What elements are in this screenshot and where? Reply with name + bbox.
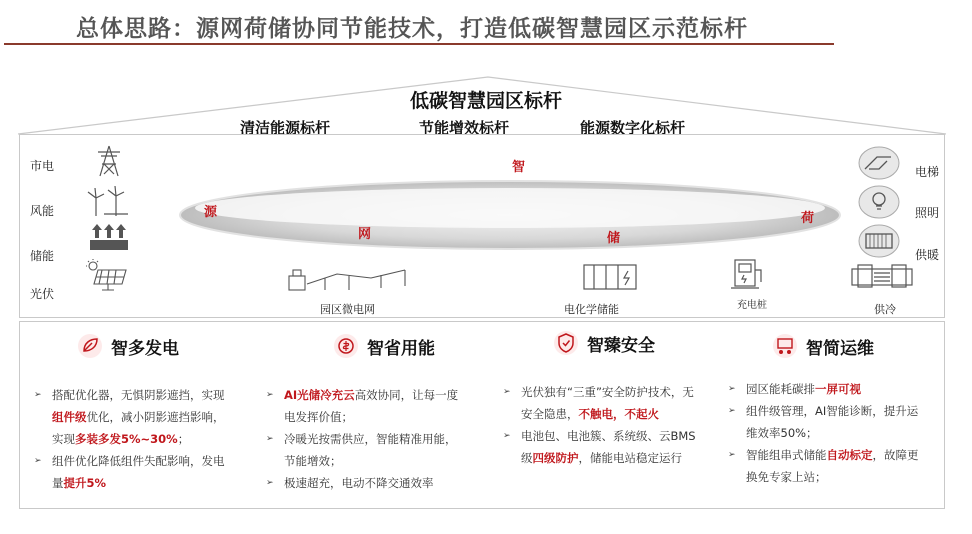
bullet-item [503,425,699,469]
infra-label-storage: 电化学储能 [564,303,619,316]
bullet-item [266,384,462,428]
body-text: ，储能电站稳定运行 [578,451,682,465]
bullet-text [521,425,699,469]
source-label-grid: 市电 [30,159,55,173]
highlight-text: 不触电，不起火 [578,407,659,421]
body-text: 搭配优化器，无惧阴影遮挡，实现 [52,388,225,402]
column-title-generation: 智多发电 [111,338,179,359]
bullet-text [746,444,924,488]
highlight-text: 四级防护 [532,451,579,465]
bullet-arrow-icon: ➢ [728,384,736,394]
power-tower-icon [86,144,132,178]
pillar-digital: 能源数字化标杆 [580,119,686,137]
bullet-text [284,428,462,472]
title-underline [4,43,834,45]
body-text: 智能组串式储能 [746,448,827,462]
cooling-unit-icon [850,263,914,289]
bullet-arrow-icon: ➢ [266,434,274,444]
energy-ring-disc [170,170,850,260]
bullet-item [34,384,230,450]
ring-label-yuan: 源 [204,205,218,220]
bullet-arrow-icon: ➢ [503,431,511,441]
wind-turbine-icon [84,184,130,218]
highlight-text: 组件级 [52,410,87,424]
leaf-power-icon [77,333,103,359]
column-body-generation [34,384,230,494]
column-head-generation [77,333,179,359]
load-label-lighting: 照明 [915,206,940,220]
body-text: ； [177,432,190,446]
bullet-text [284,472,434,494]
bullet-text [52,384,230,450]
column-body-safety [503,381,699,469]
infra-label-cooling: 供冷 [874,303,896,316]
charging-pile-icon [729,258,769,290]
column-head-operations [772,333,874,359]
highlight-text: 多装多发5%~30% [75,432,178,446]
highlight-text: 一屏可视 [815,382,861,396]
column-title-operations: 智简运维 [806,338,874,359]
infra-label-microgrid: 园区微电网 [320,303,375,316]
column-title-safety: 智臻安全 [587,335,655,356]
bullet-item [34,450,230,494]
bullet-item [266,428,462,472]
money-gear-icon [333,333,359,359]
ring-label-chu: 储 [607,231,621,246]
slide-title: 总体思路：源网荷储协同节能技术，打造低碳智慧园区示范标杆 [76,16,748,42]
light-bulb-icon [857,184,901,220]
bullet-text [284,384,462,428]
infra-label-charger: 充电桩 [737,300,767,311]
load-label-heating: 供暖 [915,248,940,262]
bullet-arrow-icon: ➢ [266,390,274,400]
column-head-energy-use [333,333,435,359]
bullet-text [521,381,699,425]
bullet-arrow-icon: ➢ [34,390,42,400]
shield-icon [553,330,579,356]
body-text: 园区能耗碳排 [746,382,815,396]
bullet-text [52,450,230,494]
body-text: 电池包、电池簇、系统级、云BMS 级 [521,429,696,465]
highlight-text: 提升5% [63,476,107,490]
solar-panel-icon [84,258,130,292]
bullet-arrow-icon: ➢ [728,406,736,416]
bullet-item [728,400,924,444]
highlight-text: AI光储冷充云 [284,388,355,402]
battery-container-icon [582,263,638,291]
body-text: 组件级管理，AI智能诊断，提升运维效率50%； [746,404,919,440]
people-screen-icon [772,333,798,359]
highlight-text: 自动标定 [826,448,873,462]
column-title-energy-use: 智省用能 [367,338,435,359]
column-body-energy-use [266,384,462,494]
pillar-clean-energy: 清洁能源标杆 [240,119,331,137]
main-heading: 低碳智慧园区标杆 [409,90,562,112]
ring-label-he: 荷 [801,211,815,226]
source-label-wind: 风能 [30,204,55,218]
body-text: 组件优化降低组件失配影响，发电量 [52,454,225,490]
bullet-arrow-icon: ➢ [34,456,42,466]
bullet-item [266,472,462,494]
elevator-icon [857,145,901,181]
source-label-storage: 储能 [30,249,55,263]
body-text: 极速超充，电动不降交通效率 [284,476,434,490]
bullet-arrow-icon: ➢ [728,450,736,460]
bullet-item [503,381,699,425]
body-text: ，故障更换免专家上站； [746,448,919,484]
column-head-safety [553,330,655,356]
pillar-efficiency: 节能增效标杆 [419,119,510,137]
bullet-text [746,378,861,400]
battery-storage-icon [86,220,132,254]
body-text: 优化，减小阴影遮挡影响，实现 [52,410,225,446]
body-text: 高效协同，让每一度电发挥价值； [284,388,459,424]
source-label-solar: 光伏 [30,287,55,301]
heater-icon [857,223,901,259]
column-body-operations [728,378,924,488]
bullet-item [728,444,924,488]
microgrid-icon [285,262,425,294]
ring-label-wang: 网 [358,227,372,242]
bullet-text [746,400,924,444]
bullet-item [728,378,924,400]
body-text: 光伏独有“三重”安全防护技术，无安全隐患， [521,385,694,421]
bullet-arrow-icon: ➢ [503,387,511,397]
bullet-arrow-icon: ➢ [266,478,274,488]
load-label-elevator: 电梯 [915,165,940,179]
body-text: 冷暖光按需供应，智能精准用能，节能增效； [284,432,457,468]
ring-label-zhi: 智 [512,160,526,175]
